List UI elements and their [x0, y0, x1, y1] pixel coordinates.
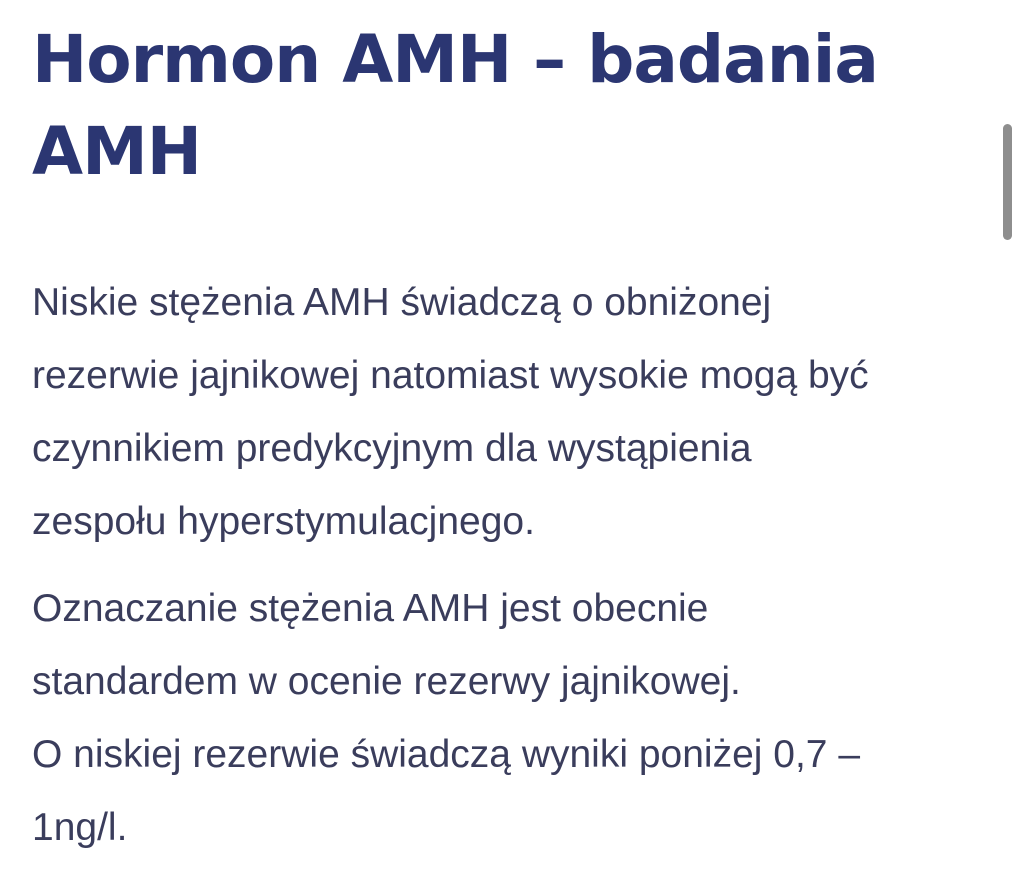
paragraph-line: zespołu hyperstymulacjnego. [32, 500, 535, 543]
paragraph-line: Niskie stężenia AMH świadczą o obniżonej [32, 281, 772, 324]
article [32, 14, 992, 864]
paragraph-line: O niskiej rezerwie świadczą wyniki poniżej 0,7 – [32, 733, 861, 776]
paragraph-line: czynnikiem predykcyjnym dla wystąpienia [32, 427, 752, 470]
article-title-line: AMH [32, 113, 201, 190]
paragraph-line: 1ng/l. [32, 806, 128, 849]
paragraph-low-amh [32, 266, 992, 558]
paragraph-line: standardem w ocenie rezerwy jajnikowej. [32, 660, 741, 703]
article-title-line: Hormon AMH – badania [32, 21, 878, 98]
paragraph-amh-standard [32, 572, 992, 864]
paragraph-line: Oznaczanie stężenia AMH jest obecnie [32, 587, 709, 630]
scrollbar-thumb[interactable] [1003, 124, 1012, 240]
paragraph-line: rezerwie jajnikowej natomiast wysokie mogą być [32, 354, 869, 397]
article-title [32, 14, 992, 198]
